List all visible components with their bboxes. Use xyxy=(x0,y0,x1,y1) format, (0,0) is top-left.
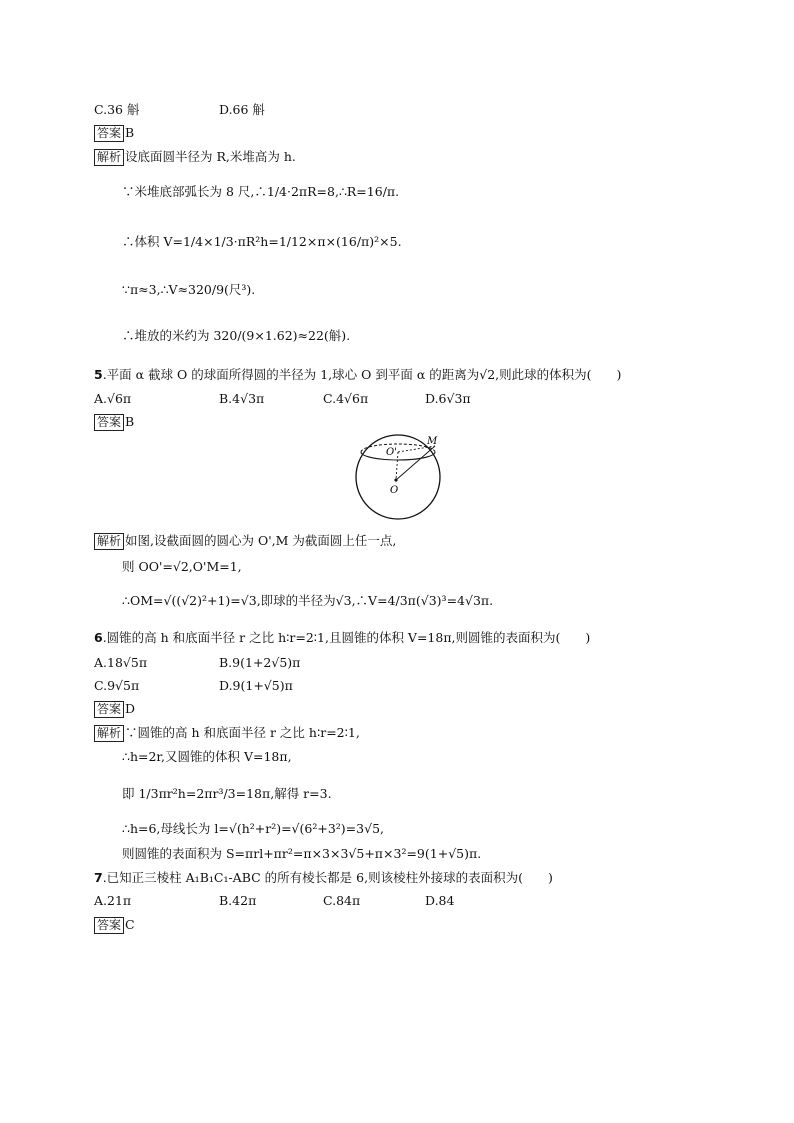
label-o-prime: O' xyxy=(386,447,397,458)
q7-option-d: D.84 xyxy=(425,893,455,908)
q6-analysis-row xyxy=(94,724,360,742)
q4-analysis-line-2: ∴体积 V=1/4×1/3·πR²h=1/12×π×(16/π)²×5. xyxy=(122,234,402,249)
q6-answer: D xyxy=(125,701,136,716)
q7-option-c: C.84π xyxy=(323,893,361,908)
q5-option-d: D.6√3π xyxy=(425,391,471,406)
q4-option-d: D.66 斛 xyxy=(219,102,265,117)
analysis-label: 解析 xyxy=(94,725,124,742)
q6-stem xyxy=(94,629,590,647)
q5-number: 5 xyxy=(94,367,103,382)
q5-stem xyxy=(94,366,621,384)
q5-answer: B xyxy=(125,414,135,429)
q6-analysis-line-0: ∵圆锥的高 h 和底面半径 r 之比 h∶r=2∶1, xyxy=(125,725,360,740)
q6-option-c: C.9√5π xyxy=(94,678,140,693)
answer-label: 答案 xyxy=(94,125,124,142)
q5-stem-text: .平面 α 截球 O 的球面所得圆的半径为 1,球心 O 到平面 α 的距离为√2,则此球的体积为( ) xyxy=(102,367,622,382)
q4-option-c: C.36 斛 xyxy=(94,102,140,117)
q4-analysis-line-0: 设底面圆半径为 R,米堆高为 h. xyxy=(125,149,296,164)
q5-answer-row xyxy=(94,413,134,431)
q7-answer: C xyxy=(125,917,135,932)
label-m: M xyxy=(427,436,438,447)
q7-stem xyxy=(94,869,553,887)
q4-answer-row xyxy=(94,124,134,142)
analysis-label: 解析 xyxy=(94,149,124,166)
q7-option-a: A.21π xyxy=(94,893,132,908)
q5-analysis-line-2: ∴OM=√((√2)²+1)=√3,即球的半径为√3,∴V=4/3π(√3)³=4√3π. xyxy=(122,593,494,608)
q6-analysis-line-4: 则圆锥的表面积为 S=πrl+πr²=π×3×3√5+π×3²=9(1+√5)π. xyxy=(122,846,482,861)
q6-answer-row xyxy=(94,700,135,718)
q5-analysis-line-0: 如图,设截面圆的圆心为 O',M 为截面圆上任一点, xyxy=(125,533,397,548)
q4-analysis-row xyxy=(94,148,296,166)
answer-label: 答案 xyxy=(94,701,124,718)
q6-option-b: B.9(1+2√5)π xyxy=(219,655,301,670)
q6-stem-text: .圆锥的高 h 和底面半径 r 之比 h∶r=2∶1,且圆锥的体积 V=18π,则圆锥的表面积为( ) xyxy=(102,630,591,645)
q5-option-a: A.√6π xyxy=(94,391,132,406)
q7-answer-row xyxy=(94,916,135,934)
q4-answer: B xyxy=(125,125,135,140)
q7-option-b: B.42π xyxy=(219,893,257,908)
q5-option-b: B.4√3π xyxy=(219,391,265,406)
q5-option-c: C.4√6π xyxy=(323,391,369,406)
analysis-label: 解析 xyxy=(94,533,124,550)
q7-number: 7 xyxy=(94,870,103,885)
answer-label: 答案 xyxy=(94,414,124,431)
q5-analysis-line-1: 则 OO'=√2,O'M=1, xyxy=(122,559,242,574)
center-point xyxy=(394,478,397,481)
q4-analysis-line-4: ∴堆放的米约为 320/(9×1.62)≈22(斛). xyxy=(122,328,351,343)
q6-option-d: D.9(1+√5)π xyxy=(219,678,293,693)
q4-analysis-line-3: ∵π≈3,∴V≈320/9(尺³). xyxy=(122,282,256,297)
answer-label: 答案 xyxy=(94,917,124,934)
q7-stem-text: .已知正三棱柱 A₁B₁C₁-ABC 的所有棱长都是 6,则该棱柱外接球的表面积为( ) xyxy=(102,870,553,885)
q6-option-a: A.18√5π xyxy=(94,655,148,670)
label-o: O xyxy=(390,485,399,496)
q5-analysis-row xyxy=(94,532,396,550)
sphere-figure xyxy=(350,430,450,530)
q6-analysis-line-2: 即 1/3πr²h=2πr³/3=18π,解得 r=3. xyxy=(122,786,332,801)
section-ellipse-back xyxy=(361,444,435,452)
q4-analysis-line-1: ∵米堆底部弧长为 8 尺,∴1/4·2πR=8,∴R=16/π. xyxy=(122,184,400,199)
q6-analysis-line-1: ∴h=2r,又圆锥的体积 V=18π, xyxy=(122,749,292,764)
segment-o-m xyxy=(396,446,435,480)
q6-number: 6 xyxy=(94,630,103,645)
q6-analysis-line-3: ∴h=6,母线长为 l=√(h²+r²)=√(6²+3²)=3√5, xyxy=(122,821,384,836)
